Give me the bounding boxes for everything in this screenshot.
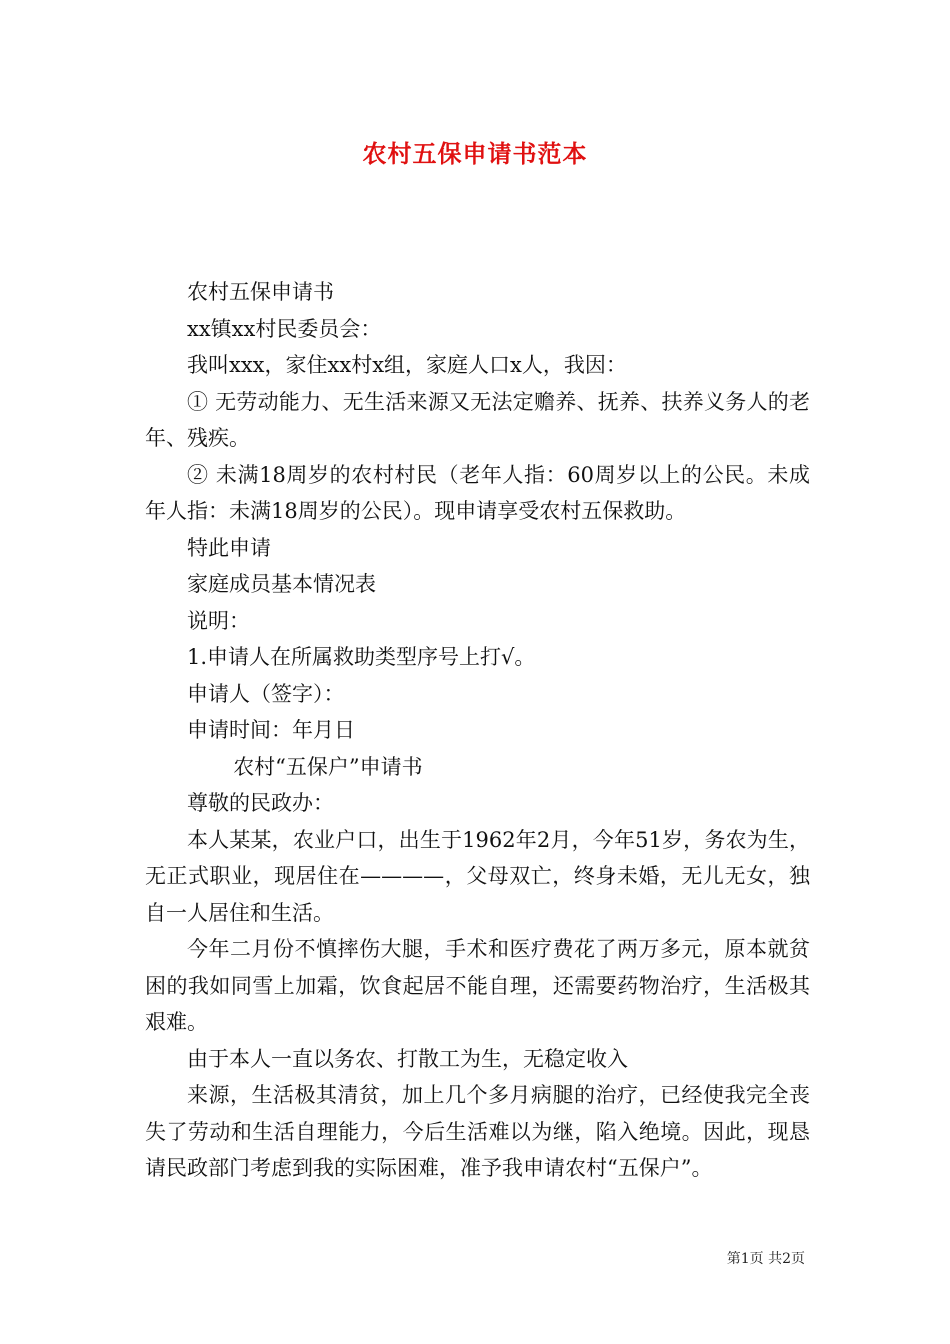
paragraph: ② 未满18周岁的农村村民（老年人指：60周岁以上的公民。未成年人指：未满18周岁的公民）。现申请享受农村五保救助。: [145, 462, 810, 523]
paragraph: 尊敬的民政办：: [187, 791, 334, 815]
paragraph: 1.申请人在所属救助类型序号上打√。: [187, 645, 536, 669]
paragraph: xx镇xx村民委员会：: [187, 316, 382, 341]
page-number: 第1页 共2页: [726, 1251, 805, 1267]
paragraph: 申请时间：年月日: [187, 718, 355, 742]
paragraph: ① 无劳动能力、无生活来源又无法定赡养、抚养、扶养义务人的老年、残疾。: [145, 389, 810, 450]
document-body: [145, 274, 810, 1187]
paragraph: 由于本人一直以务农、打散工为生，无稳定收入: [187, 1046, 628, 1071]
document-title: 农村五保申请书范本: [362, 139, 588, 168]
paragraph: 我叫xxx，家住xx村x组，家庭人口x人，我因：: [187, 353, 627, 377]
paragraph: 来源，生活极其清贫，加上几个多月病腿的治疗，已经使我完全丧失了劳动和生活自理能力，今后生活难以为继，陷入绝境。因此，现恳请民政部门考虑到我的实际困难，准予我申请农村“五保户”。: [145, 1083, 810, 1180]
paragraph: 今年二月份不慎摔伤大腿，手术和医疗费花了两万多元，原本就贫困的我如同雪上加霜，饮食起居不能自理，还需要药物治疗，生活极其艰难。: [145, 937, 810, 1034]
paragraph: 本人某某，农业户口，出生于1962年2月，今年51岁，务农为生，无正式职业，现居住在————，父母双亡，终身未婚，无儿无女，独自一人居住和生活。: [145, 827, 810, 925]
paragraph: 特此申请: [187, 535, 271, 560]
paragraph: 说明：: [187, 608, 250, 633]
subtitle-paragraph: 农村“五保户”申请书: [233, 754, 423, 779]
paragraph: 家庭成员基本情况表: [187, 572, 376, 596]
paragraph: 申请人（签字）：: [187, 681, 345, 706]
paragraph: 农村五保申请书: [187, 280, 334, 304]
